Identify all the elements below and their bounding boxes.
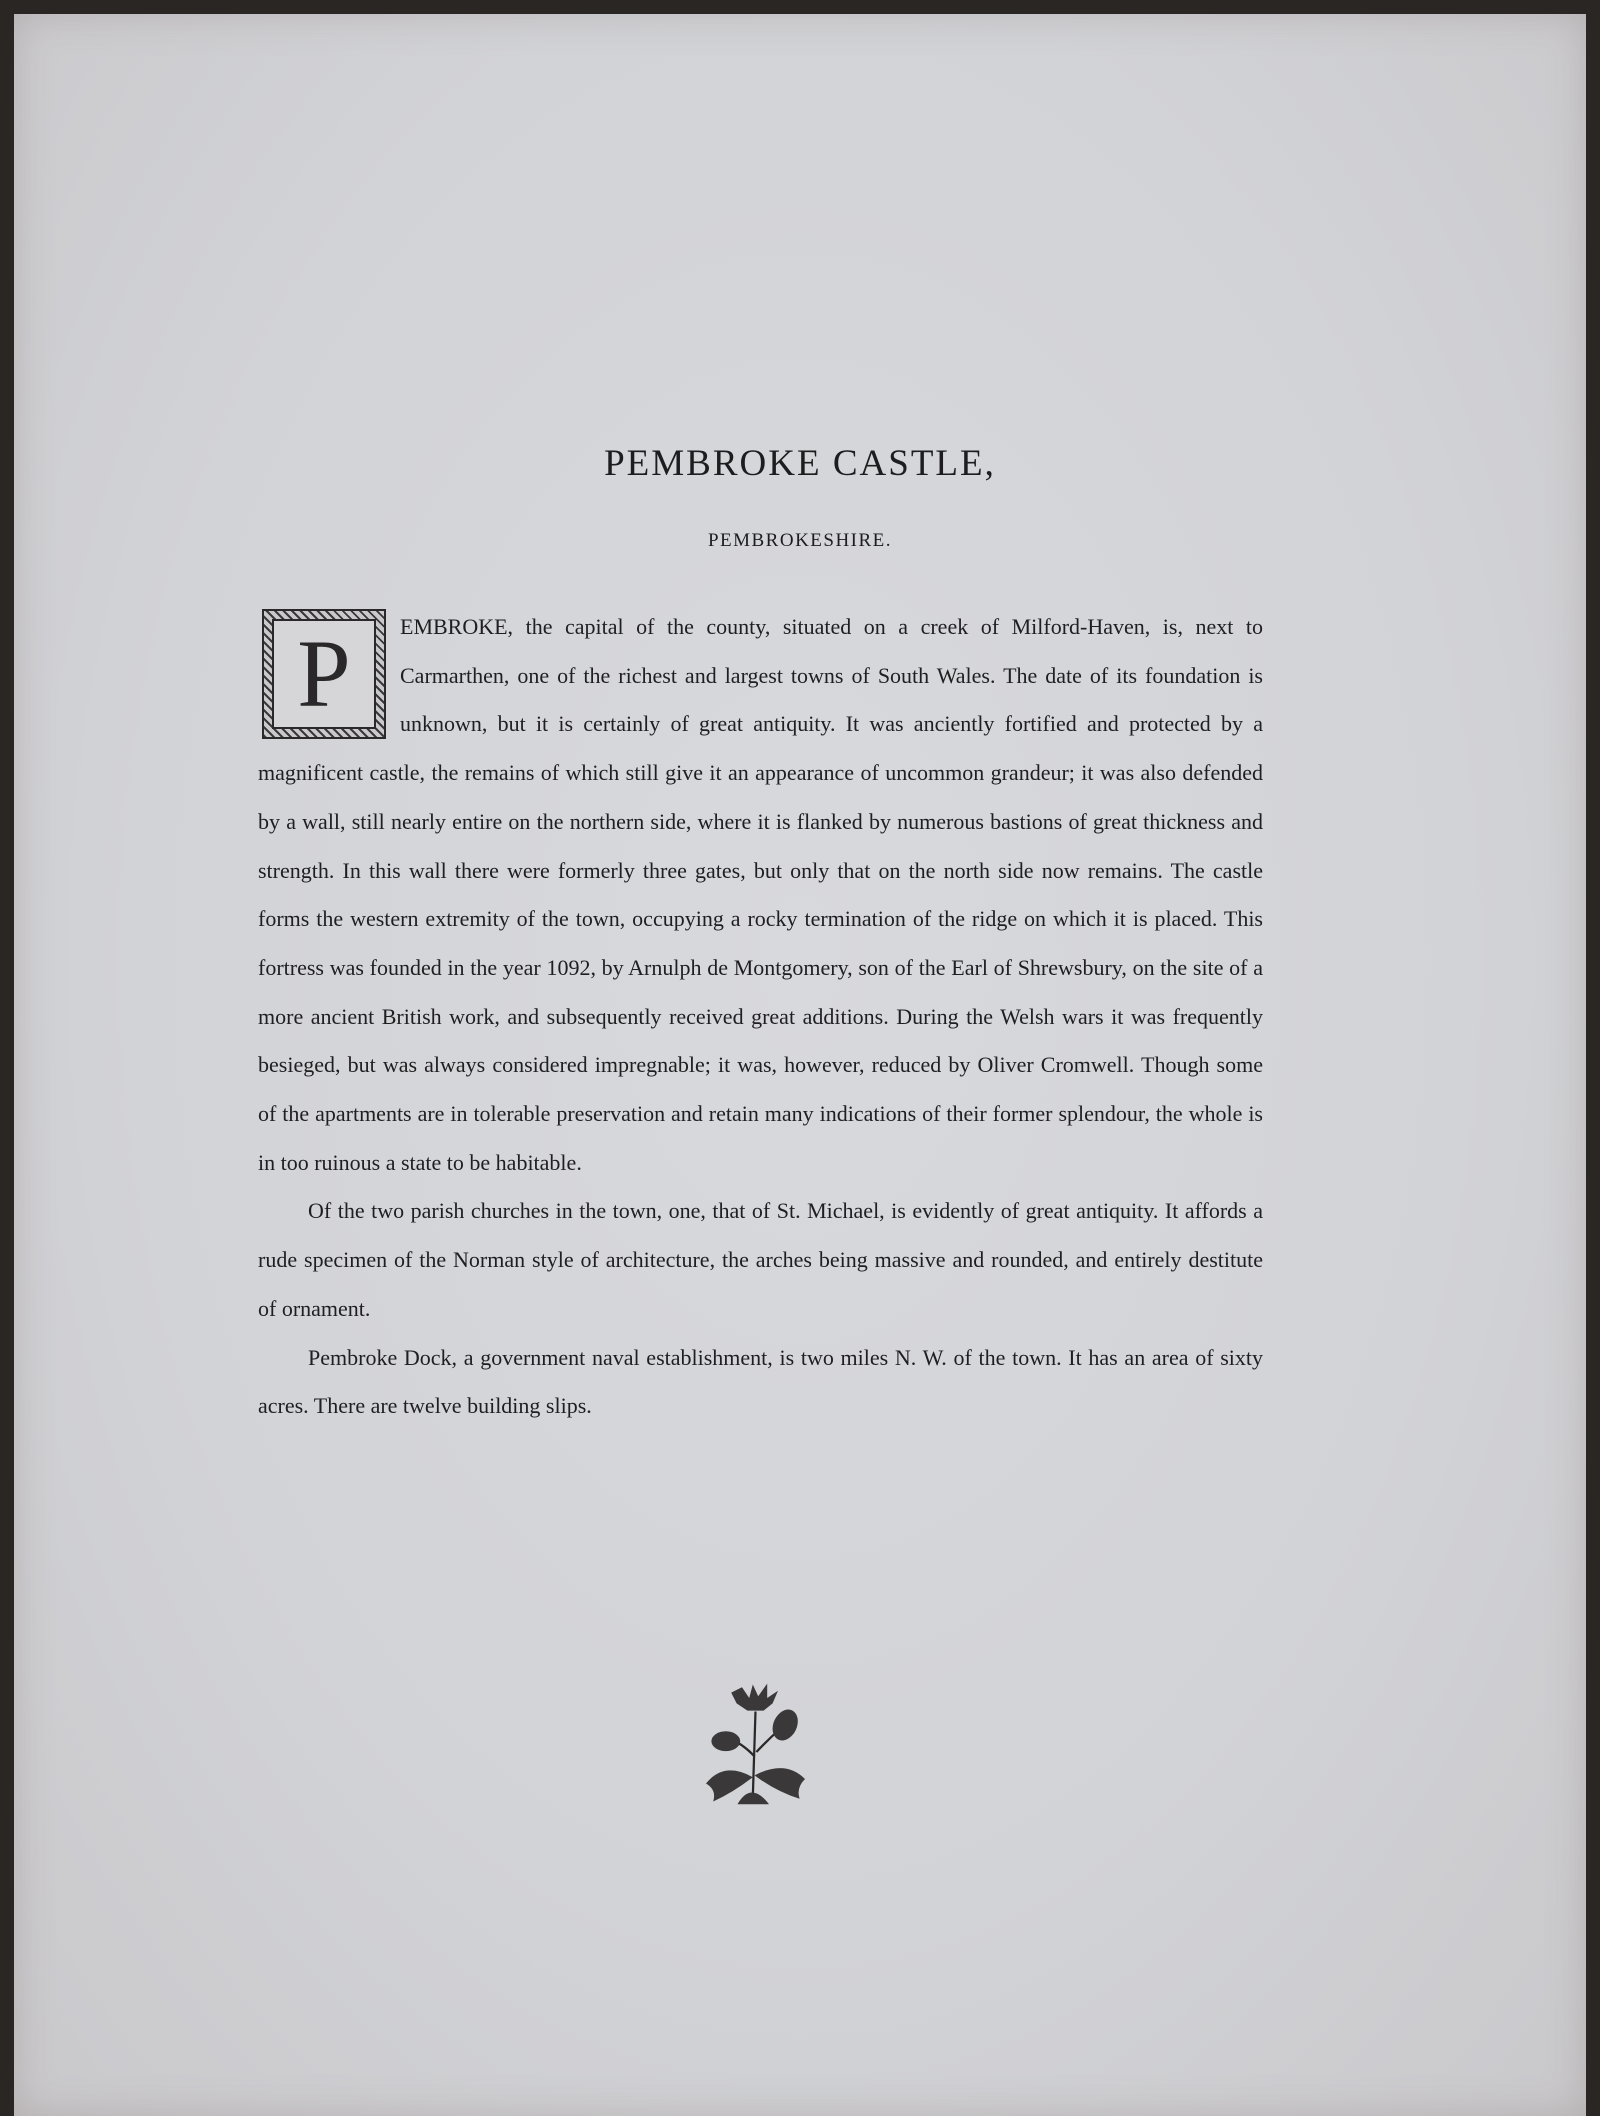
paragraph-2: Of the two parish churches in the town, one, that of St. Michael, is evidently of great antiquity. It affords a rude specimen of the Norman style of architecture, the arches being massive and rounded, and entirely destitute of ornament. xyxy=(258,1198,1263,1321)
thistle-flower-icon xyxy=(688,1668,832,1818)
paragraph-1: P EMBROKE, the capital of the county, situated on a creek of Milford-Haven, is, next to Carmarthen, one of the richest and largest towns of South Wales. The date of its foundation is unknown, but it is certainly of great antiquity. It was anciently fortified and protected by a magnificent castle, the remains of which still give it an appearance of uncommon grandeur; it was also defended by a wall, still nearly entire on the northern side, where it is flanked by numerous bastions of great thickness and strength. In this wall there were formerly three gates, but only that on the north side now remains. The castle forms the western extremity of the town, occupying a rocky termination of the ridge on which it is placed. This fortress was founded in the year 1092, by Arnulph de Montgomery, son of the Earl of Shrewsbury, on the site of a more ancient British work, and subsequently received great additions. During the Welsh wars it was frequently besieged, but was always considered impregnable; it was, however, reduced by Oliver Cromwell. Though some of the apartments are in tolerable preservation and retain many indications of their former splendour, the whole is in too ruinous a state to be habitable. xyxy=(258,603,1263,1187)
paragraph-3: Pembroke Dock, a government naval establishment, is two miles N. W. of the town. It has an area of sixty acres. There are twelve building slips. xyxy=(258,1344,1263,1419)
page-title: PEMBROKE CASTLE, xyxy=(604,443,996,484)
article-body xyxy=(258,603,1263,1431)
decorative-dropcap-icon: P xyxy=(262,609,386,739)
page-subtitle: PEMBROKESHIRE. xyxy=(707,530,893,551)
